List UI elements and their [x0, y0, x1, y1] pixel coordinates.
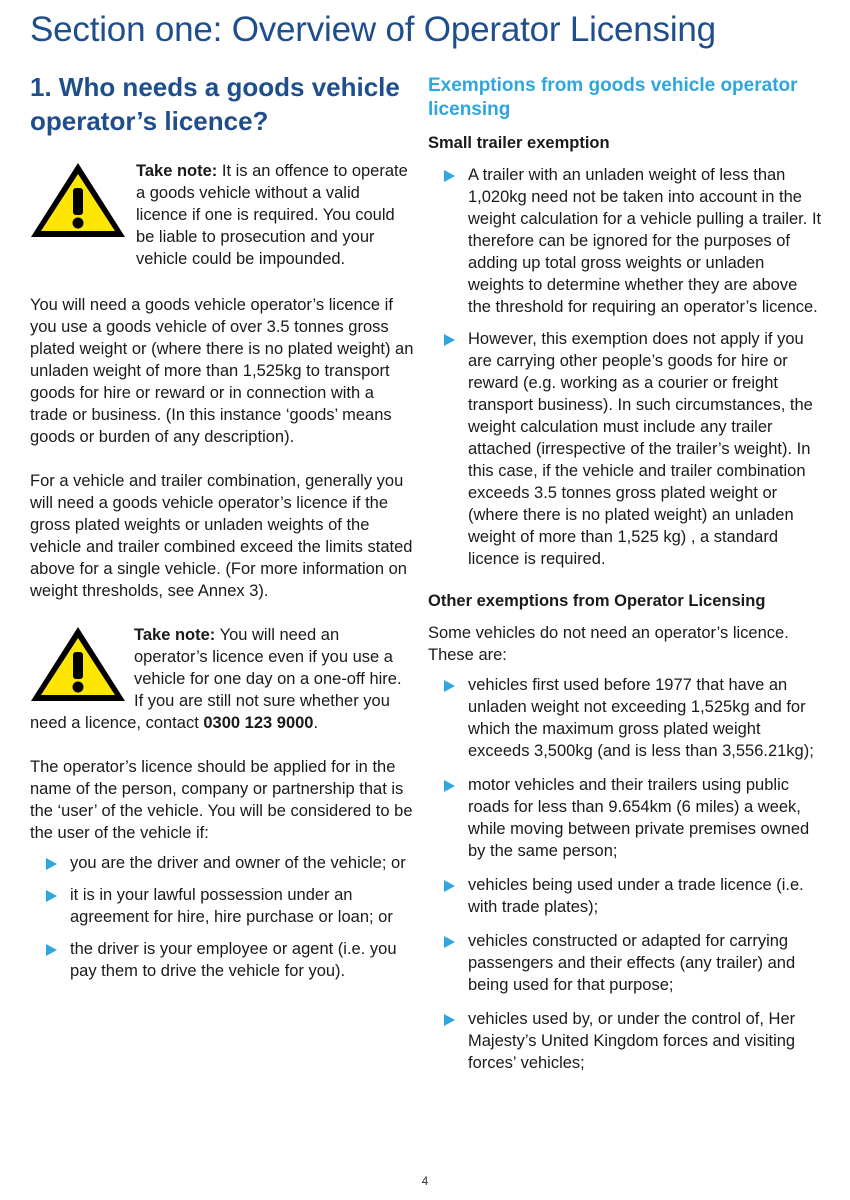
- bullet-icon: [444, 936, 455, 948]
- page-number: 4: [421, 1174, 429, 1188]
- bullet-icon: [444, 780, 455, 792]
- small-trailer-list: [428, 164, 823, 570]
- warning-icon: [28, 624, 128, 704]
- list-item: A trailer with an unladen weight of less than 1,020kg need not be taken into account in the weight calculation for a vehicle pulling a trailer. It therefore can be ignored for the purposes of adding up total gross weights or unladen weights to determine whether they are above the threshold for requiring an operator’s licence.: [428, 164, 823, 318]
- list-item: vehicles first used before 1977 that have an unladen weight not exceeding 1,525kg and for which the maximum gross plated weight exceeds 3,500kg (and is less than 3,556.21kg);: [428, 674, 823, 762]
- bullet-icon: [444, 880, 455, 892]
- list-item: vehicles used by, or under the control of, Her Majesty’s United Kingdom forces and visiting forces’ vehicles;: [428, 1008, 823, 1074]
- bullet-icon: [444, 1014, 455, 1026]
- small-trailer-heading: Small trailer exemption: [428, 134, 610, 152]
- left-column: [30, 70, 415, 982]
- other-exemptions-heading: Other exemptions from Operator Licensing: [428, 592, 766, 610]
- paragraph: You will need a goods vehicle operator’s licence if you use a goods vehicle of over 3.5 tonnes gross plated weight or (where there is no plated weight) an unladen weight of more than 1,525kg to transport goods for hire or reward or in connection with a trade or business. (In this instance ‘goods’ means goods or burden of any description).: [30, 296, 414, 446]
- take-note-box: [30, 624, 415, 734]
- list-item: the driver is your employee or agent (i.e. you pay them to drive the vehicle for you).: [30, 938, 415, 982]
- user-conditions-list: [30, 852, 415, 982]
- bullet-icon: [444, 680, 455, 692]
- section-heading: 1. Who needs a goods vehicle operator’s licence?: [30, 72, 400, 136]
- list-item: you are the driver and owner of the vehicle; or: [30, 852, 415, 874]
- take-note-end: .: [313, 714, 319, 732]
- warning-icon: [28, 160, 128, 240]
- bullet-icon: [46, 944, 57, 956]
- paragraph: The operator’s licence should be applied for in the name of the person, company or partnership that is the ‘user’ of the vehicle. You will be considered to be the user of the vehicle if:: [30, 758, 413, 842]
- bullet-icon: [46, 890, 57, 902]
- list-item: motor vehicles and their trailers using public roads for less than 9.654km (6 miles) a week, while moving between private premises owned by the same person;: [428, 774, 823, 862]
- take-note-box: [30, 160, 415, 270]
- bullet-icon: [46, 858, 57, 870]
- list-item: vehicles being used under a trade licence (i.e. with trade plates);: [428, 874, 823, 918]
- bullet-icon: [444, 170, 455, 182]
- bullet-icon: [444, 334, 455, 346]
- phone-number: 0300 123 9000: [203, 714, 314, 732]
- take-note-label: Take note:: [134, 626, 216, 644]
- other-exemptions-list: [428, 674, 823, 1074]
- take-note-text: It is an offence to operate a goods vehicle without a valid licence if one is required. You could be liable to prosecution and your vehicle could be impounded.: [136, 162, 408, 268]
- paragraph: For a vehicle and trailer combination, generally you will need a goods vehicle operator’s licence if the gross plated weights or unladen weights of the vehicle and trailer combined exceed the limits stated above for a single vehicle. (For more information on weight thresholds, see Annex 3).: [30, 472, 413, 600]
- exemptions-heading: Exemptions from goods vehicle operator licensing: [428, 75, 798, 120]
- list-item: However, this exemption does not apply if you are carrying other people’s goods for hire or reward (e.g. working as a courier or freight transport business). In such circumstances, the weight calculation must include any trailer attached (irrespective of the trailer’s weight). In this case, if the vehicle and trailer combination exceeds 3.5 tonnes gross plated weight or (where there is no plated weight) an unladen weight of more than 1,525 kg) , a standard licence is required.: [428, 328, 823, 570]
- list-item: vehicles constructed or adapted for carrying passengers and their effects (any trailer) and being used for that purpose;: [428, 930, 823, 996]
- list-item: it is in your lawful possession under an agreement for hire, hire purchase or loan; or: [30, 884, 415, 928]
- page-title: Section one: Overview of Operator Licensing: [30, 10, 716, 49]
- paragraph: Some vehicles do not need an operator’s licence. These are:: [428, 624, 789, 664]
- take-note-text: You will need an operator’s licence even if you use a vehicle for one day on a one-off hire. If you are still not sure whether you need a licence, contact: [30, 626, 402, 732]
- right-column: [428, 74, 823, 1074]
- take-note-label: Take note:: [136, 162, 218, 180]
